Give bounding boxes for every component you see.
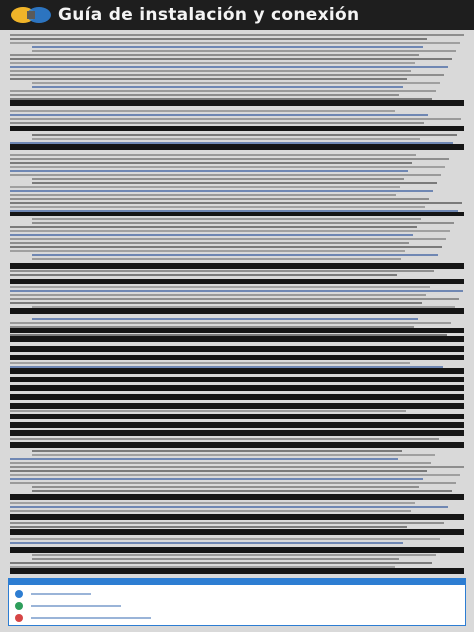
text-line bbox=[10, 78, 407, 80]
text-line bbox=[10, 234, 413, 236]
text-line bbox=[10, 62, 415, 64]
document-icon bbox=[15, 590, 23, 598]
dark-separator-band bbox=[10, 263, 464, 269]
text-line bbox=[10, 54, 419, 56]
text-line bbox=[10, 154, 416, 156]
text-line bbox=[10, 470, 427, 472]
text-line bbox=[10, 142, 453, 144]
footer-text-line bbox=[31, 605, 121, 607]
text-line bbox=[32, 558, 399, 560]
dark-separator-band bbox=[10, 422, 464, 428]
text-line bbox=[10, 502, 415, 504]
page-title: Guía de instalación y conexión bbox=[58, 5, 360, 25]
footer-accent-bar bbox=[9, 579, 465, 585]
text-line bbox=[10, 466, 464, 468]
text-line bbox=[10, 298, 459, 300]
text-line bbox=[10, 270, 434, 272]
text-line bbox=[10, 366, 443, 368]
text-line bbox=[10, 462, 431, 464]
dark-separator-band bbox=[10, 336, 464, 342]
text-line bbox=[10, 286, 430, 288]
text-line bbox=[32, 222, 454, 224]
globe-icon bbox=[15, 602, 23, 610]
text-line bbox=[10, 538, 440, 540]
dark-separator-band bbox=[10, 279, 464, 284]
text-line bbox=[10, 458, 398, 460]
dark-separator-band bbox=[10, 212, 464, 216]
dark-separator-band bbox=[10, 328, 464, 333]
text-line bbox=[32, 306, 455, 308]
text-line bbox=[10, 38, 427, 40]
text-line bbox=[10, 294, 426, 296]
text-line bbox=[10, 478, 423, 480]
text-line bbox=[10, 302, 422, 304]
text-line bbox=[10, 482, 456, 484]
dark-separator-band bbox=[10, 442, 464, 448]
text-line bbox=[32, 138, 420, 140]
text-line bbox=[32, 218, 421, 220]
text-line bbox=[32, 182, 437, 184]
document-body bbox=[10, 32, 464, 577]
text-line bbox=[32, 450, 402, 452]
dark-separator-band bbox=[10, 529, 464, 535]
dark-separator-band bbox=[10, 514, 464, 520]
text-line bbox=[32, 486, 419, 488]
text-line bbox=[10, 186, 400, 188]
text-line bbox=[10, 410, 406, 412]
text-line bbox=[10, 114, 428, 116]
text-line bbox=[10, 562, 432, 564]
text-line bbox=[32, 258, 401, 260]
text-line bbox=[10, 198, 429, 200]
text-line bbox=[10, 66, 448, 68]
footer-item[interactable] bbox=[15, 613, 151, 623]
text-line bbox=[10, 326, 414, 328]
dark-separator-band bbox=[10, 494, 464, 500]
dark-separator-band bbox=[10, 547, 464, 553]
text-line bbox=[10, 334, 447, 336]
text-line bbox=[10, 110, 395, 112]
dark-separator-band bbox=[10, 377, 464, 382]
text-line bbox=[10, 74, 444, 76]
dark-separator-band bbox=[10, 308, 464, 314]
text-line bbox=[32, 134, 457, 136]
text-line bbox=[32, 178, 404, 180]
text-line bbox=[10, 230, 450, 232]
text-line bbox=[32, 554, 436, 556]
text-line bbox=[10, 94, 399, 96]
text-line bbox=[10, 98, 432, 100]
dark-separator-band bbox=[10, 126, 464, 131]
text-line bbox=[32, 46, 423, 48]
footer-panel bbox=[8, 578, 466, 626]
text-line bbox=[32, 50, 456, 52]
text-line bbox=[10, 246, 442, 248]
text-line bbox=[32, 254, 438, 256]
page-header bbox=[0, 0, 474, 30]
text-line bbox=[10, 58, 452, 60]
text-line bbox=[10, 170, 408, 172]
text-line bbox=[10, 122, 424, 124]
text-line bbox=[10, 194, 396, 196]
text-line bbox=[10, 438, 439, 440]
text-line bbox=[10, 70, 411, 72]
text-line bbox=[10, 522, 444, 524]
text-line bbox=[10, 226, 417, 228]
footer-text-line bbox=[31, 593, 91, 595]
dark-separator-band bbox=[10, 394, 464, 400]
dark-separator-band bbox=[10, 414, 464, 419]
text-line bbox=[10, 210, 458, 212]
text-line bbox=[10, 162, 412, 164]
text-line bbox=[10, 510, 411, 512]
text-line bbox=[10, 90, 436, 92]
dark-separator-band bbox=[10, 355, 464, 360]
dark-separator-band bbox=[10, 568, 464, 574]
text-line bbox=[32, 82, 440, 84]
text-line bbox=[10, 190, 433, 192]
footer-text-line bbox=[31, 617, 151, 619]
dark-separator-band bbox=[10, 430, 464, 436]
text-line bbox=[10, 174, 441, 176]
info-icon bbox=[15, 614, 23, 622]
dark-separator-band bbox=[10, 385, 464, 391]
text-line bbox=[10, 242, 409, 244]
text-line bbox=[10, 474, 460, 476]
text-line bbox=[10, 290, 463, 292]
text-line bbox=[10, 166, 445, 168]
dark-separator-band bbox=[10, 346, 464, 352]
text-line bbox=[32, 318, 418, 320]
product-logo-icon bbox=[8, 3, 54, 27]
text-line bbox=[10, 34, 464, 36]
dark-separator-band bbox=[10, 100, 464, 106]
text-line bbox=[10, 526, 407, 528]
text-line bbox=[10, 238, 446, 240]
text-line bbox=[10, 274, 397, 276]
dark-separator-band bbox=[10, 144, 464, 150]
text-line bbox=[32, 490, 452, 492]
dark-separator-band bbox=[10, 368, 464, 374]
text-line bbox=[10, 202, 462, 204]
text-line bbox=[10, 566, 395, 568]
text-line bbox=[10, 206, 425, 208]
text-line bbox=[10, 118, 461, 120]
text-line bbox=[10, 158, 449, 160]
footer-item[interactable] bbox=[15, 589, 91, 599]
text-line bbox=[32, 86, 403, 88]
dark-separator-band bbox=[10, 403, 464, 409]
text-line bbox=[10, 506, 448, 508]
text-line bbox=[10, 362, 410, 364]
text-line bbox=[10, 542, 403, 544]
footer-item[interactable] bbox=[15, 601, 121, 611]
text-line bbox=[32, 454, 435, 456]
text-line bbox=[10, 250, 405, 252]
text-line bbox=[10, 322, 451, 324]
text-line bbox=[10, 42, 460, 44]
